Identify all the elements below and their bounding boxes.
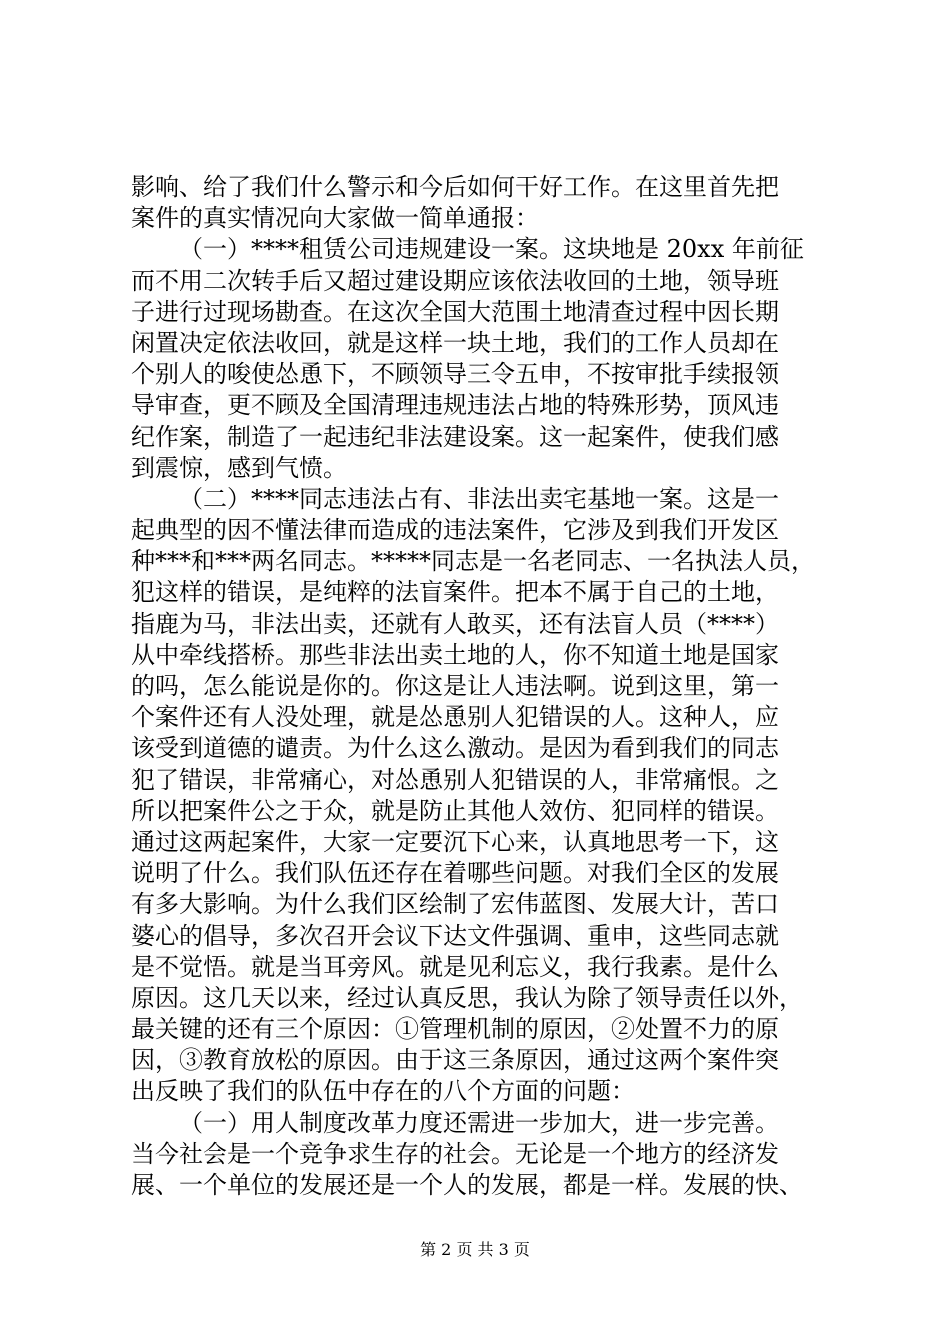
text-line: 有多大影响。为什么我们区绘制了宏伟蓝图、发展大计，苦口 [131, 890, 779, 919]
text-line: 纪作案，制造了一起违纪非法建设案。这一起案件，使我们感 [131, 422, 779, 451]
text-line: （一）用人制度改革力度还需进一步加大，进一步完善。 [179, 1108, 779, 1137]
page-number-footer: 第 2 页 共 3 页 [420, 1240, 530, 1259]
text-line: 影响、给了我们什么警示和今后如何干好工作。在这里首先把 [131, 173, 779, 201]
text-line: 原因。这几天以来，经过认真反思，我认为除了领导责任以外， [131, 983, 803, 1012]
text-line: 是不觉悟。就是当耳旁风。就是见利忘义，我行我素。是什么 [131, 952, 779, 981]
text-line: 犯了错误，非常痛心，对怂恿别人犯错误的人，非常痛恨。之 [131, 765, 779, 794]
text-line: 个别人的唆使怂恿下，不顾领导三令五申，不按审批手续报领 [131, 360, 779, 389]
text-line: 起典型的因不懂法律而造成的违法案件，它涉及到我们开发区 [131, 516, 779, 545]
text-line: 该受到道德的谴责。为什么这么激动。是因为看到我们的同志 [131, 734, 779, 763]
text-line: 当今社会是一个竞争求生存的社会。无论是一个地方的经济发 [131, 1139, 779, 1168]
text-line: 展、一个单位的发展还是一个人的发展，都是一样。发展的快、 [131, 1171, 803, 1199]
text-line: 种***和***两名同志。*****同志是一名老同志、一名执法人员， [131, 547, 815, 576]
text-line: 闲置决定依法收回，就是这样一块土地，我们的工作人员却在 [131, 328, 779, 357]
text-line: 出反映了我们的队伍中存在的八个方面的问题： [131, 1077, 635, 1106]
text-line: 到震惊，感到气愤。 [131, 453, 347, 482]
text-line: 通过这两起案件，大家一定要沉下心来，认真地思考一下，这 [131, 827, 779, 856]
document-body [131, 172, 853, 1201]
text-line: 婆心的倡导，多次召开会议下达文件强调、重申，这些同志就 [131, 921, 779, 950]
text-line: 最关键的还有三个原因：①管理机制的原因，②处置不力的原 [131, 1015, 779, 1044]
text-line: （二）****同志违法占有、非法出卖宅基地一案。这是一 [179, 484, 779, 513]
text-line: 指鹿为马，非法出卖，还就有人敢买，还有法盲人员（****） [131, 609, 779, 638]
text-line: 说明了什么。我们队伍还存在着哪些问题。对我们全区的发展 [131, 859, 779, 888]
text-line: （一）****租赁公司违规建设一案。这块地是 20xx 年前征 [179, 235, 804, 264]
text-line: 个案件还有人没处理，就是怂恿别人犯错误的人。这种人，应 [131, 703, 779, 732]
text-line: 导审查，更不顾及全国清理违规违法占地的特殊形势，顶风违 [131, 391, 779, 420]
text-line: 犯这样的错误，是纯粹的法盲案件。把本不属于自己的土地， [131, 578, 779, 607]
text-line: 子进行过现场勘查。在这次全国大范围土地清查过程中因长期 [131, 297, 779, 326]
text-line: 案件的真实情况向大家做一简单通报： [131, 204, 539, 233]
text-line: 所以把案件公之于众，就是防止其他人效仿、犯同样的错误。 [131, 796, 779, 825]
text-line: 而不用二次转手后又超过建设期应该依法收回的土地，领导班 [131, 266, 779, 295]
text-line: 因，③教育放松的原因。由于这三条原因，通过这两个案件突 [131, 1046, 779, 1075]
text-line: 的吗，怎么能说是你的。你这是让人违法啊。说到这里，第一 [131, 672, 779, 700]
text-line: 从中牵线搭桥。那些非法出卖土地的人，你不知道土地是国家 [131, 640, 779, 669]
